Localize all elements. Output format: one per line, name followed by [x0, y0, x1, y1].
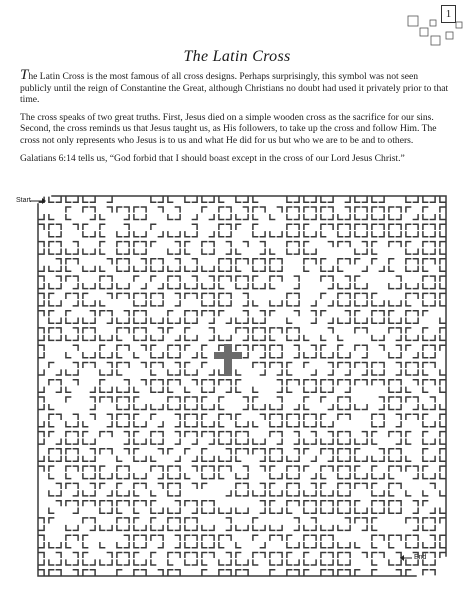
cross-horizontal-beam	[214, 352, 242, 359]
page-number: 1	[441, 5, 456, 23]
page-title: The Latin Cross	[183, 48, 291, 65]
paragraph-1: The Latin Cross is the most famous of all cross designs. Perhaps surprisingly, this symbol was not seen publicly until the reign of Constantine the Great, although Christians no doubt had used it privately prior to that time.	[20, 67, 449, 106]
maze-start-label: Start	[16, 197, 31, 204]
paragraph-3: Galatians 6:14 tells us, “God forbid that I should boast except in the cross of our Lord Jesus Christ.”	[20, 152, 405, 164]
maze-end-label: End	[414, 554, 427, 561]
maze-walls	[38, 196, 446, 576]
cross-vertical-beam	[224, 344, 232, 376]
paragraph-2: The cross speaks of two great truths. First, Jesus died on a simple wooden cross as the sacrifice for our sins. Second, the cross reminds us that Jesus taught us, as His followers, to take up the cross and follow Him. The cross not only represents who Jesus is to us and what He did for us but who we are to be and to others.	[20, 111, 437, 146]
maze-wall-path	[38, 196, 446, 576]
